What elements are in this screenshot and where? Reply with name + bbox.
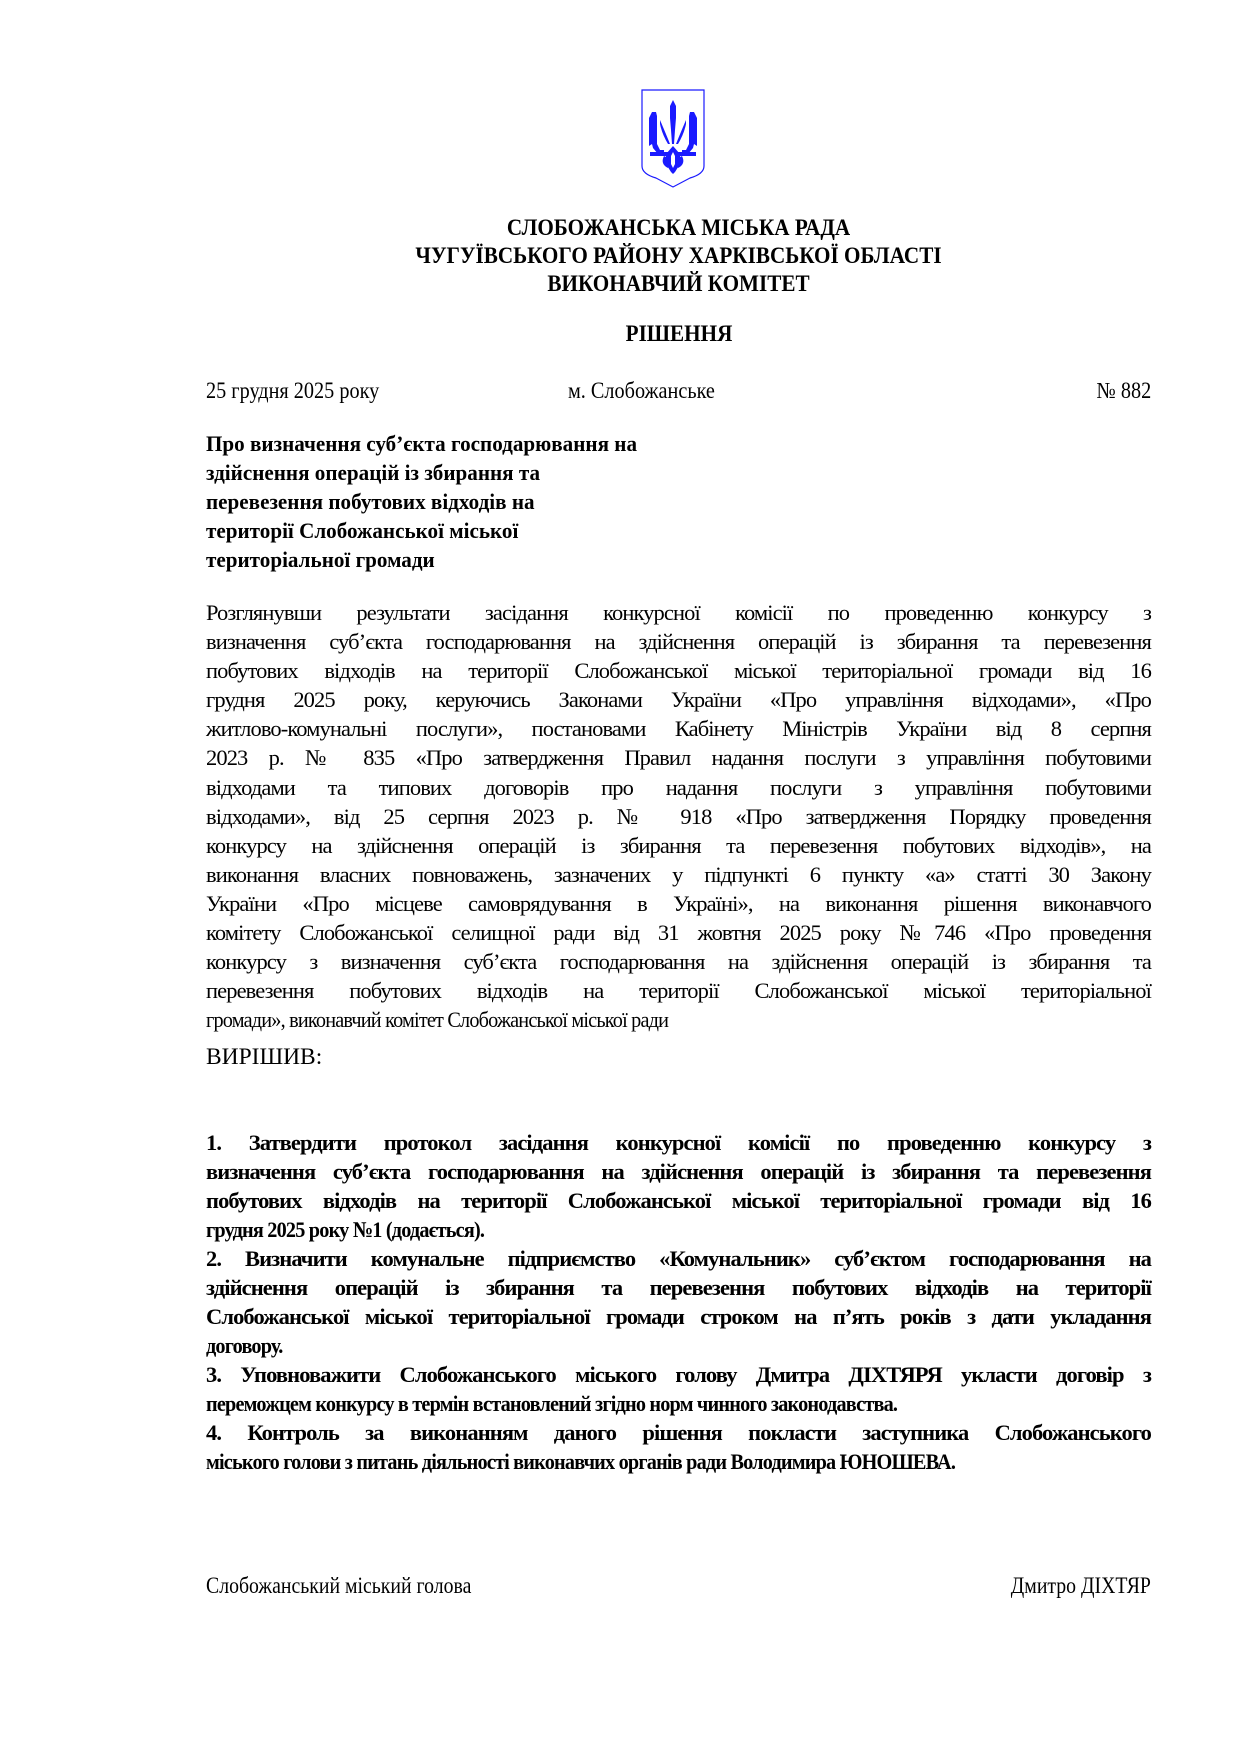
subject-line: перевезення побутових відходів на <box>206 489 535 514</box>
decision-item-1-line: грудня 2025 року №1 (додається). <box>206 1217 485 1242</box>
decision-item-1-line: 1. Затвердити протокол засідання конкурсної комісії по проведенню конкурсу з <box>206 1130 1151 1155</box>
subject-line: Про визначення суб’єкта господарювання на <box>206 431 638 456</box>
decision-item-1-line: визначення суб’єкта господарювання на здійснення операцій із збирання та перевезення <box>206 1159 1151 1184</box>
subject-line: здійснення операцій із збирання та <box>206 460 541 485</box>
decision-item-4-line: 4. Контроль за виконанням даного рішення покласти заступника Слобожанського <box>206 1420 1151 1445</box>
document-subject <box>206 429 766 574</box>
preamble-line: Розглянувши результати засідання конкурсної комісії по проведенню конкурсу з <box>206 600 1151 625</box>
header-committee-name: ВИКОНАВЧИЙ КОМІТЕТ <box>547 271 810 296</box>
decision-item-2-line: договору. <box>206 1333 283 1358</box>
preamble-line: відходами та типових договорів про надання послуги з управління побутовими <box>206 774 1151 800</box>
subject-line: територіальної громади <box>206 547 435 572</box>
preamble-line: побутових відходів на території Слобожанської міської територіальної громади від 16 <box>206 658 1151 684</box>
document-meta-line <box>206 377 1151 405</box>
resolved-text: ВИРІШИВ: <box>206 1044 323 1069</box>
document-type <box>206 320 1151 348</box>
preamble-line: перевезення побутових відходів на території Слобожанської міської територіальної <box>206 978 1151 1004</box>
preamble-line: 2023 р. № 835 «Про затвердження Правил надання послуги з управління побутовими <box>206 745 1151 771</box>
decision-item-1-line: побутових відходів на території Слобожанської міської територіальної громади від 16 <box>206 1188 1151 1213</box>
resolved-label <box>206 1043 323 1071</box>
header-council-name: СЛОБОЖАНСЬКА МІСЬКА РАДА <box>506 215 851 240</box>
decision-item-3-line: переможцем конкурсу в термін встановлений згідно норм чинного законодавства. <box>206 1391 898 1416</box>
preamble-line: конкурсу на здійснення операцій із збирання та перевезення побутових відходів», на <box>206 832 1151 858</box>
document-type-label: РІШЕННЯ <box>625 321 732 346</box>
subject-line: території Слобожанської міської <box>206 518 519 543</box>
decision-item-3-line: 3. Уповноважити Слобожанського міського голову Дмитра ДІХТЯРЯ укласти договір з <box>206 1362 1151 1387</box>
preamble-paragraph <box>206 598 1151 1034</box>
document-number: № 882 <box>1096 378 1151 403</box>
document-date: 25 грудня 2025 року <box>206 378 380 403</box>
preamble-line: конкурсу з визначення суб’єкта господарювання на здійснення операцій із збирання та <box>206 949 1151 975</box>
preamble-line: грудня 2025 року, керуючись Законами України «Про управління відходами», «Про <box>206 687 1151 713</box>
preamble-line: України «Про місцеве самоврядування в Україні», на виконання рішення виконавчого <box>206 890 1151 916</box>
signatory-position <box>206 1572 515 1600</box>
decision-item-4-line: міського голови з питань діяльності виконавчих органів ради Володимира ЮНОШЕВА. <box>206 1449 956 1474</box>
issuer-header <box>206 214 1151 298</box>
decision-item-2-line: Слобожанської міської територіальної громади строком на п’ять років з дати укладання <box>206 1304 1151 1329</box>
document-city: м. Слобожанське <box>568 378 715 403</box>
preamble-line: визначення суб’єкта господарювання на здійснення операцій із збирання та перевезення <box>206 629 1151 655</box>
preamble-line: комітету Слобожанської селищної ради від 31 жовтня 2025 року №746 «Про проведення <box>206 920 1151 946</box>
preamble-line: виконання власних повноважень, зазначених у підпункті 6 пункту «а» статті 30 Закону <box>206 861 1151 887</box>
header-district-name: ЧУГУЇВСЬКОГО РАЙОНУ ХАРКІВСЬКОЇ ОБЛАСТІ <box>415 243 942 268</box>
decision-items <box>206 1128 1151 1476</box>
preamble-line: житлово-комунальні послуги», постановами Кабінету Міністрів України від 8 серпня <box>206 716 1151 742</box>
signatory-name <box>988 1572 1151 1600</box>
decision-item-2-line: 2. Визначити комунальне підприємство «Комунальник» суб’єктом господарювання на <box>206 1246 1151 1271</box>
preamble-line: відходами», від 25 серпня 2023 р. № 918 «Про затвердження Порядку проведення <box>206 803 1151 829</box>
decision-item-2-line: здійснення операцій із збирання та перевезення побутових відходів на території <box>206 1275 1151 1300</box>
signatory-name-text: Дмитро ДІХТЯР <box>1010 1573 1151 1598</box>
signatory-position-text: Слобожанський міський голова <box>206 1573 472 1598</box>
preamble-line: громади», виконавчий комітет Слобожанської міської ради <box>206 1007 669 1033</box>
coat-of-arms-icon <box>640 88 706 188</box>
